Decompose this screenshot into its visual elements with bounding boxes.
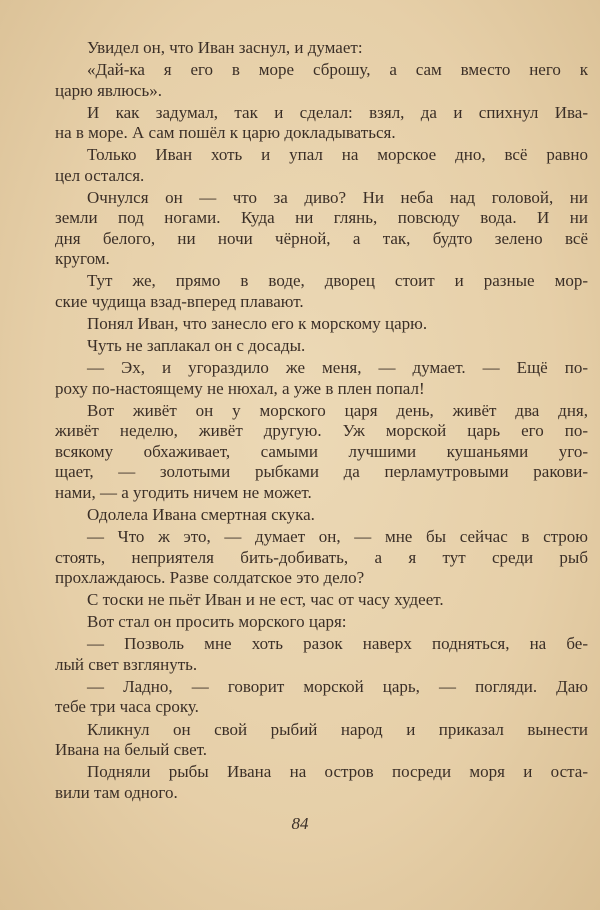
text-line: Тут же, прямо в воде, дворец стоит и разные мор- [87,271,588,291]
text-line: Только Иван хоть и упал на морское дно, всё равно [87,145,588,165]
text-line: Понял Иван, что занесло его к морскому царю. [87,314,428,334]
text-line: — Позволь мне хоть разок наверх подняться, на бе- [87,634,588,654]
text-line: «Дай-ка я его в море сброшу, а сам вместо него к [87,60,588,80]
text-line: Кликнул он свой рыбий народ и приказал вынести [87,719,588,739]
text-line: цел остался. [55,165,145,185]
text-line: Вот стал он просить морского царя: [87,612,347,632]
text-line: Одолела Ивана смертная скука. [87,504,315,524]
text-line: Ивана на белый свет. [55,740,208,759]
text-line: щает, — золотыми рыбками да перламутровыми ракови- [55,462,588,482]
text-line: земли под ногами. Куда ни глянь, повсюду вода. И ни [55,208,588,228]
text-line: на в море. А сам пошёл к царю докладываться. [55,123,396,143]
text-line: дня белого, ни ночи чёрной, а так, будто зелено всё [55,228,588,248]
text-line: — Что ж это, — думает он, — мне бы сейчас в строю [87,527,588,547]
text-line: Подняли рыбы Ивана на остров посреди моря и оста- [87,762,588,782]
text-line: живёт неделю, живёт другую. Уж морской царь его по- [55,421,588,441]
text-line: — Эх, и угораздило же меня, — думает. — Ещё по- [87,358,588,378]
text-line: Очнулся он — что за диво? Ни неба над головой, ни [87,187,588,207]
text-line: всякому обхаживает, самыми лучшими кушаньями уго- [55,441,588,461]
text-line: ские чудища взад-вперед плавают. [55,291,304,311]
text-line: Чуть не заплакал он с досады. [87,336,306,356]
text-line: роху по-настоящему не нюхал, а уже в плен попал! [55,378,425,398]
text-line: И как задумал, так и сделал: взял, да и спихнул Ива- [87,102,588,122]
text-line: царю явлюсь». [55,80,162,100]
text-line: Вот живёт он у морского царя день, живёт два дня, [87,400,588,420]
text-line: лый свет взглянуть. [55,654,198,674]
text-line: — Ладно, — говорит морской царь, — погляди. Даю [87,676,588,696]
text-line: кругом. [55,249,110,269]
text-line: Увидел он, что Иван заснул, и думает: [87,38,363,57]
text-line: прохлаждаюсь. Разве солдатское это дело? [55,568,365,588]
text-line: С тоски не пьёт Иван и не ест, час от часу худеет. [87,590,444,610]
text-line: стоять, неприятеля бить-добивать, а я тут среди рыб [55,547,588,567]
page-body-text [55,38,588,803]
text-line: вили там одного. [55,782,178,802]
text-line: нами, — а угодить ничем не может. [55,482,312,502]
text-line: тебе три часа сроку. [55,697,199,717]
page-number: 84 [291,814,309,833]
